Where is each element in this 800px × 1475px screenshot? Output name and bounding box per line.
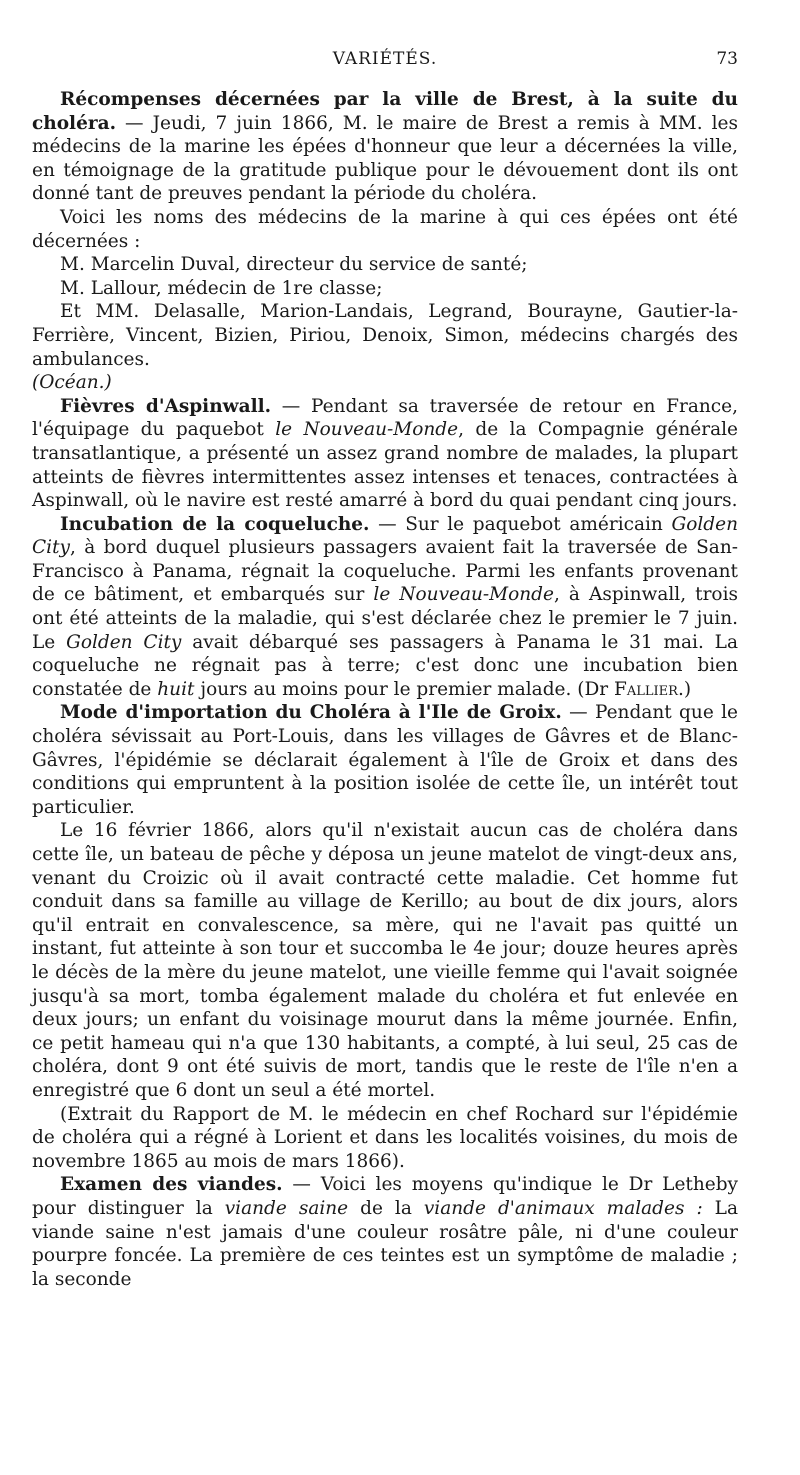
- paragraph-text: avait débarqué ses passagers à Panama le 31 mai. La coqueluche ne régnait pas à terre; c'est donc une incubation bien constatée de: [32, 631, 738, 700]
- paragraph: Le 16 février 1866, alors qu'il n'existait aucun cas de choléra dans cette île, un bateau de pêche y déposa un jeune matelot de vingt-deux ans, venant du Croizic où il avait contracté cette maladie. Cet homme fut conduit dans sa famille au village de Kerillo; au bout de dix jours, alors qu'il entrait en convalescence, sa mère, qui ne l'avait pas quitté un instant, fut atteinte à son tour et succomba le 4e jour; douze heures après le décès de la mère du jeune matelot, une vieille femme qui l'avait soignée jusqu'à sa mort, tomba également malade du choléra et fut enlevée en deux jours; un enfant du voisinage mourut dans la même journée. Enfin, ce petit hameau qui n'a que 130 habitants, a compté, à lui seul, 25 cas de choléra, dont 9 ont été suivis de mort, tandis que le reste de l'île n'en a enregistré que 6 dont un seul a été mortel.: [32, 820, 738, 1101]
- section-heading: Examen des viandes.: [60, 1174, 283, 1196]
- paragraph-text: — Jeudi, 7 juin 1866, M. le maire de Brest a remis à MM. les médecins de la marine les épées d'honneur que leur a décernées la ville, en témoignage de la gratitude publique pour le dévouement dont ils ont donné tant de preuves pendant la période du choléra.: [32, 112, 738, 205]
- running-header: [32, 48, 738, 78]
- paragraph: M. Lallour, médecin de 1re classe;: [60, 277, 383, 299]
- paragraph-recompenses: [32, 88, 738, 206]
- paragraph-viandes: [32, 1173, 738, 1291]
- paragraph-text: — Sur le paquebot américain: [369, 513, 672, 535]
- section-heading: Fièvres d'Aspinwall.: [60, 395, 272, 417]
- paragraph-citation: (Extrait du Rapport de M. le médecin en chef Rochard sur l'épidémie de choléra qui a régné à Lorient et dans les localités voisines, du mois de novembre 1865 au mois de mars 1866).: [32, 1103, 738, 1172]
- paragraph-text: — Voici les moyens qu'indique le Dr Letheby pour distinguer la: [32, 1174, 738, 1219]
- ship-name: le Nouveau-Monde: [275, 419, 459, 441]
- paragraph-text: La viande saine n'est jamais d'une couleur rosâtre pâle, ni d'une couleur pourpre foncée. La première de ces teintes est un symptôme de maladie ; la seconde: [32, 1197, 738, 1290]
- section-heading: Mode d'importation du Choléra à l'Ile de Groix.: [60, 702, 562, 724]
- section-heading: Incubation de la coqueluche.: [60, 513, 370, 535]
- paragraph: Voici les noms des médecins de la marine à qui ces épées ont été décernées :: [32, 206, 738, 252]
- paragraph-text: , de la Compagnie générale transatlantique, a présenté un assez grand nombre de malades, la plupart atteints de fièvres intermittentes assez intenses et tenaces, contractées à Aspinwall, où le navire est resté amarré à bord du quai pendant cinq jours.: [32, 419, 738, 512]
- author-name: Fallier: [614, 678, 678, 700]
- ship-name: le Nouveau-Monde: [373, 584, 554, 606]
- paragraph: M. Marcelin Duval, directeur du service de santé;: [60, 254, 528, 276]
- paragraph-text: , à bord duquel plusieurs passagers avaient fait la traversée de San-Francisco à Panama, régnait la coqueluche. Parmi les enfants provenant de ce bâtiment, et embarqués sur: [32, 537, 738, 606]
- emphasis: viande d'animaux malades :: [423, 1197, 703, 1219]
- paragraph-coqueluche: [32, 513, 738, 702]
- running-title: VARIÉTÉS.: [332, 49, 438, 69]
- paragraph-text: — Pendant que le choléra sévissait au Port-Louis, dans les villages de Gâvres et de Blanc-Gâvres, l'épidémie se déclarait également à l'île de Groix et dans des conditions qui empruntent à la position isolée de cette île, un intérêt tout particulier.: [32, 702, 738, 818]
- paragraph-groix: [32, 701, 738, 819]
- emphasis: huit: [157, 678, 195, 700]
- paragraph-fievres: [32, 395, 738, 513]
- section-heading: Récompenses décernées par la ville de Brest, à la suite du choléra.: [32, 89, 738, 134]
- ship-name: Golden City: [32, 513, 738, 559]
- emphasis: viande saine: [224, 1197, 349, 1219]
- paragraph-text: .): [677, 678, 692, 700]
- paragraph-text: — Pendant sa traversée de retour en France, l'équipage du paquebot: [32, 395, 738, 441]
- document-page: [32, 48, 738, 1291]
- paragraph-text: de la: [348, 1197, 424, 1219]
- paragraph-text: jours au moins pour le premier malade. (Dr: [194, 678, 615, 700]
- paragraph-text: , à Aspinwall, trois ont été atteints de la maladie, qui s'est déclarée chez le premier le 7 juin. Le: [32, 584, 738, 653]
- source-citation: [32, 371, 738, 395]
- source-text: (Océan.): [32, 372, 112, 394]
- ship-name: Golden City: [66, 631, 182, 653]
- paragraph: Et MM. Delasalle, Marion-Landais, Legrand, Bourayne, Gautier-la-Ferrière, Vincent, Bizien, Piriou, Denoix, Simon, médecins chargés des ambulances.: [32, 301, 738, 370]
- page-number: 73: [716, 49, 738, 69]
